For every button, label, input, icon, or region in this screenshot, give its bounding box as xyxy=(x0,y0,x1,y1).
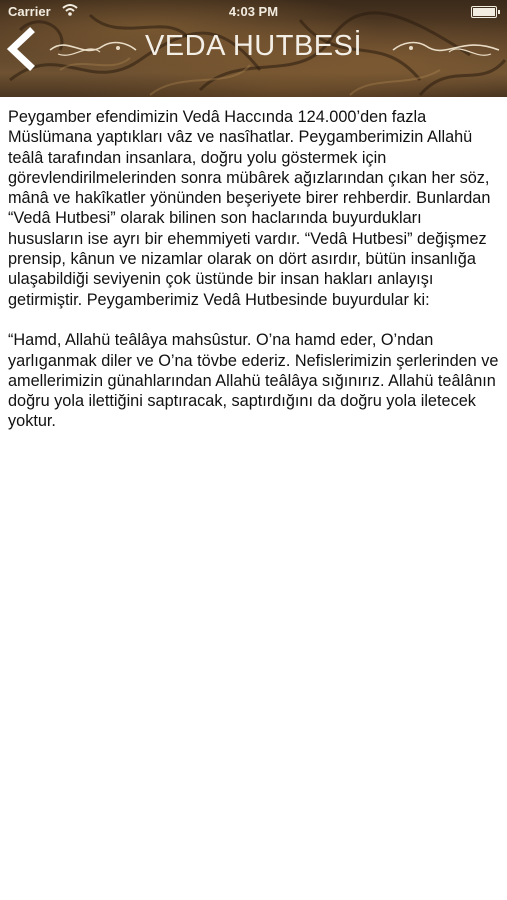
navigation-header xyxy=(0,0,507,97)
ornament-right-icon xyxy=(391,30,501,64)
paragraph-intro: Peygamber efendimizin Vedâ Haccında 124.000’den fazla Müslümana yaptıkları vâz ve nasîhatlar. Peygamberimizin Allahü teâlâ tarafından insanlara, doğru yolu göstermek için görevlendirilmelerinden sonra mübârek ağızlarından çıkan her söz, mânâ ve hakîkatler yönünden beşeriyete birer rehberdir. Bunlardan “Vedâ Hutbesi” olarak bilinen son haclarında buyurdukları hususların ise ayrı bir ehemmiyeti vardır. “Vedâ Hutbesi” değişmez prensip, kânun ve nizamlar olarak on dört asırdır, bütün insanlığa ulaşabildiği seviyenin çok üstünde bir insan hakları anlayışı getirmiştir. Peygamberimiz Vedâ Hutbesinde buyurdular ki: xyxy=(8,108,491,309)
page-title: VEDA HUTBESİ xyxy=(144,30,363,62)
sermon-text xyxy=(8,107,500,432)
paragraph-sermon: “Hamd, Allahü teâlâya mahsûstur. O’na hamd eder, O’ndan yarlıganmak diler ve O’na tövbe ederiz. Nefislerimizin şerlerinden ve amellerimizin günahlarından Allahü teâlâya sığınırız. Allahü teâlânın doğru yola ilettiğini saptıracak, saptırdığını da doğru yola iletecek yoktur. xyxy=(8,331,499,431)
carrier-label: Carrier xyxy=(8,4,51,19)
battery-icon xyxy=(471,6,497,18)
status-time: 4:03 PM xyxy=(228,4,279,19)
status-bar xyxy=(0,0,507,22)
